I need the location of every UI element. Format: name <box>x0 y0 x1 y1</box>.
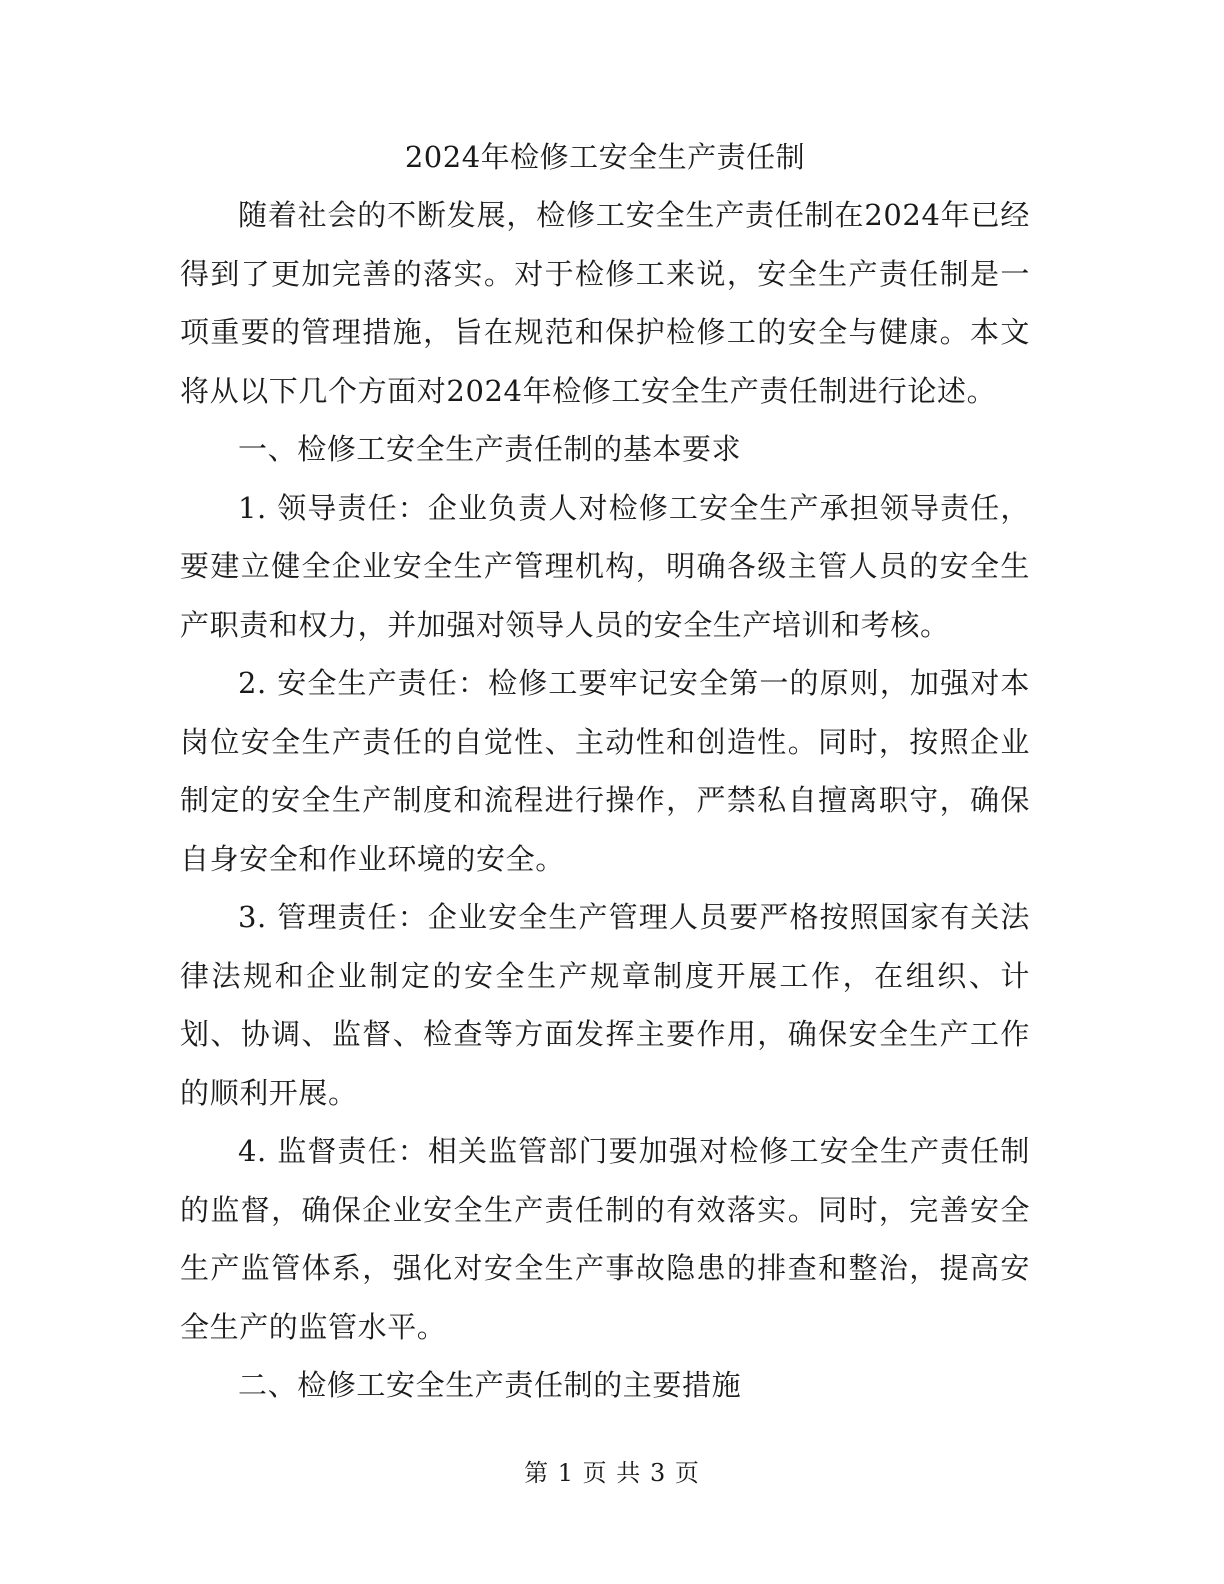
item-leadership-responsibility: 1. 领导责任：企业负责人对检修工安全生产承担领导责任，要建立健全企业安全生产管理机构，明确各级主管人员的安全生产职责和权力，并加强对领导人员的安全生产培训和考核。 <box>180 490 1030 642</box>
intro-paragraph: 随着社会的不断发展，检修工安全生产责任制在2024年已经得到了更加完善的落实。对于检修工来说，安全生产责任制是一项重要的管理措施，旨在规范和保护检修工的安全与健康。本文将从以下几个方面对2024年检修工安全生产责任制进行论述。 <box>180 198 1030 408</box>
section-heading-1: 一、检修工安全生产责任制的基本要求 <box>238 432 742 466</box>
item-safety-production-responsibility: 2. 安全生产责任：检修工要牢记安全第一的原则，加强对本岗位安全生产责任的自觉性、主动性和创造性。同时，按照企业制定的安全生产制度和流程进行操作，严禁私自擅离职守，确保自身安全和作业环境的安全。 <box>180 666 1030 876</box>
document-title: 2024年检修工安全生产责任制 <box>404 140 806 174</box>
document-body <box>180 128 1030 1415</box>
section-heading-2: 二、检修工安全生产责任制的主要措施 <box>238 1368 742 1402</box>
page-number-footer: 第 1 页 共 3 页 <box>524 1459 700 1487</box>
item-management-responsibility: 3. 管理责任：企业安全生产管理人员要严格按照国家有关法律法规和企业制定的安全生产规章制度开展工作，在组织、计划、协调、监督、检查等方面发挥主要作用，确保安全生产工作的顺利开展。 <box>180 900 1030 1110</box>
item-supervision-responsibility: 4. 监督责任：相关监管部门要加强对检修工安全生产责任制的监督，确保企业安全生产责任制的有效落实。同时，完善安全生产监管体系，强化对安全生产事故隐患的排查和整治，提高安全生产的监管水平。 <box>180 1134 1030 1344</box>
